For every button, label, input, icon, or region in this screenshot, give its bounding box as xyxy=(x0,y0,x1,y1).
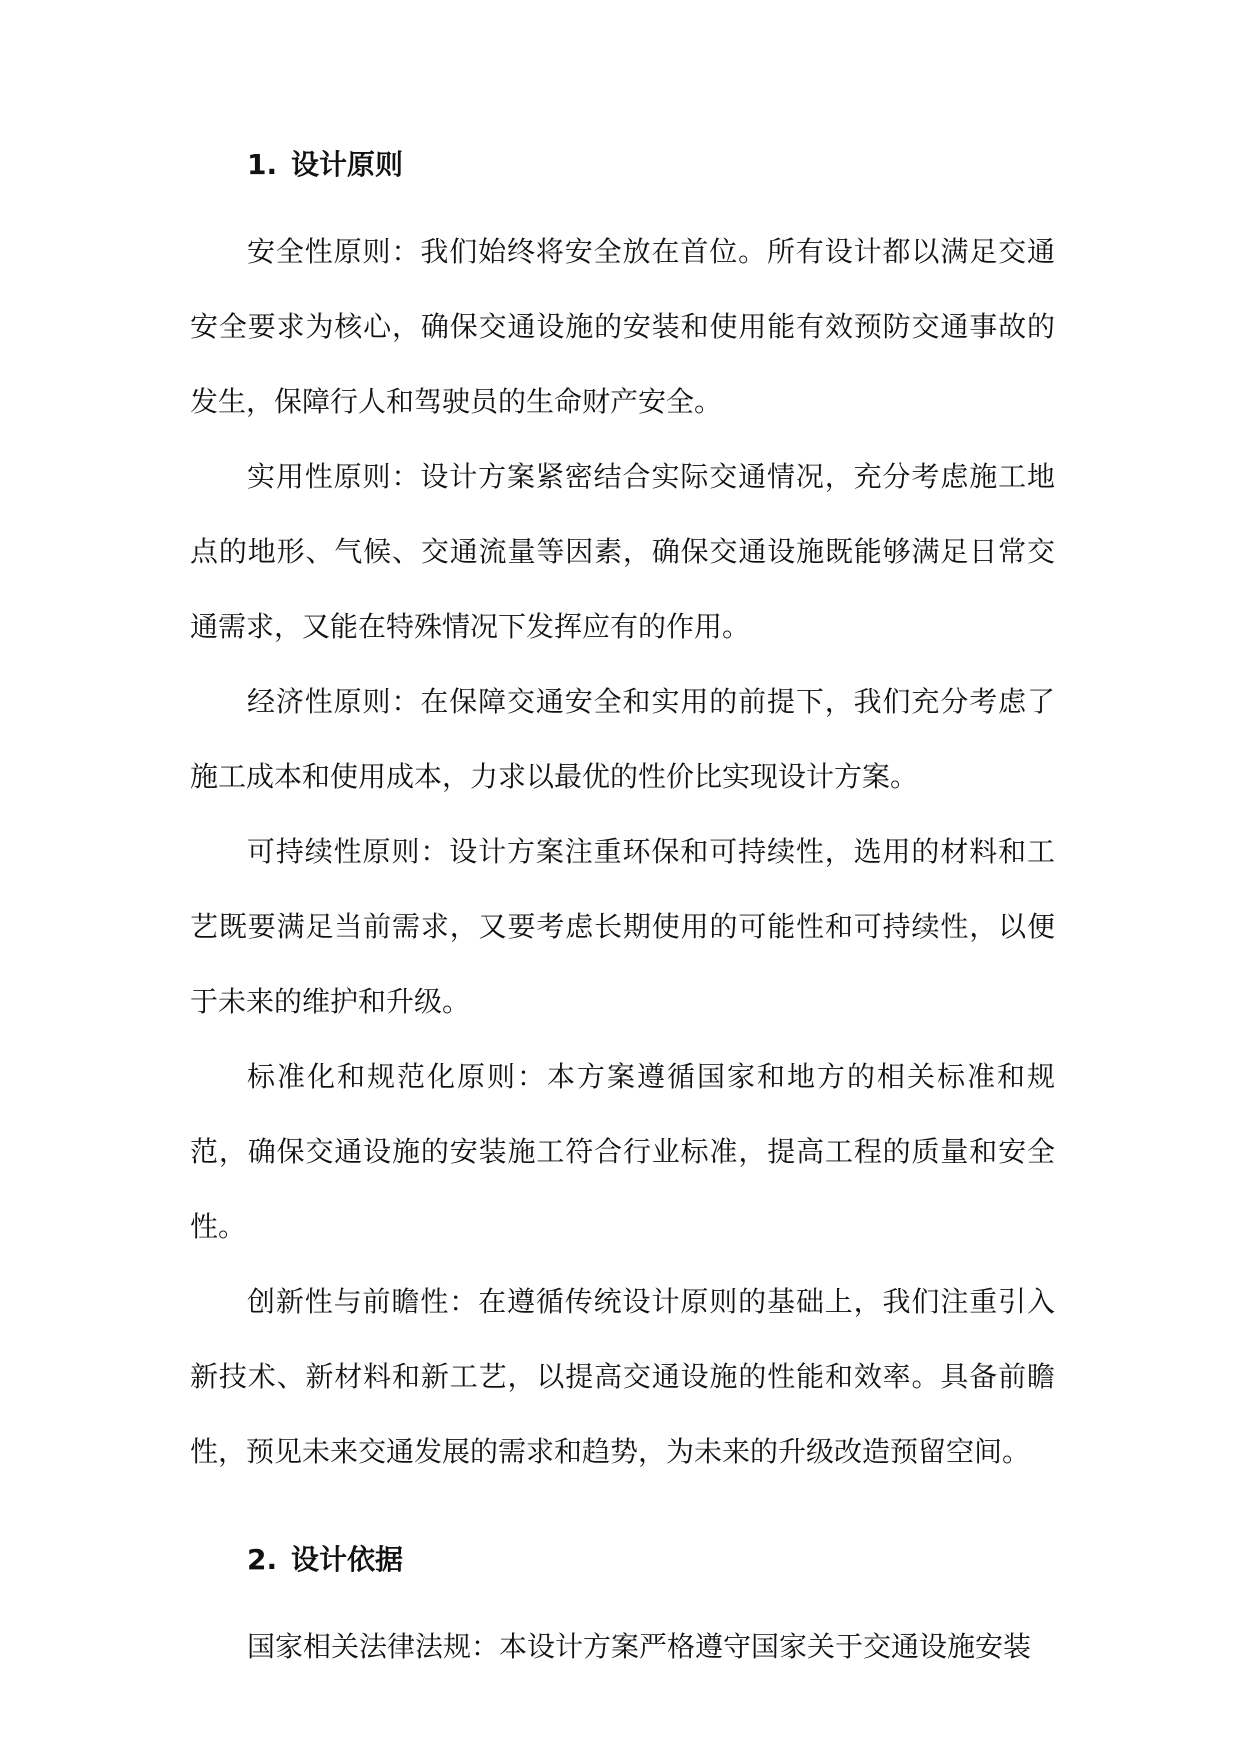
section-heading-2 xyxy=(190,1535,1055,1585)
paragraph-economy-principle: 经济性原则：在保障交通安全和实用的前提下，我们充分考虑了施工成本和使用成本，力求以最优的性价比实现设计方案。 xyxy=(190,685,1055,793)
paragraph-standardization-principle: 标准化和规范化原则：本方案遵循国家和地方的相关标准和规范，确保交通设施的安装施工符合行业标准，提高工程的质量和安全性。 xyxy=(190,1060,1055,1243)
document-body xyxy=(190,140,1055,1684)
paragraph-safety-principle: 安全性原则：我们始终将安全放在首位。所有设计都以满足交通安全要求为核心，确保交通设施的安装和使用能有效预防交通事故的发生，保障行人和驾驶员的生命财产安全。 xyxy=(190,235,1055,418)
section-title: 设计原则 xyxy=(291,148,404,181)
paragraph-innovation-principle: 创新性与前瞻性：在遵循传统设计原则的基础上，我们注重引入新技术、新材料和新工艺，以提高交通设施的性能和效率。具备前瞻性，预见未来交通发展的需求和趋势，为未来的升级改造预留空间。 xyxy=(190,1285,1055,1468)
section-heading-1 xyxy=(190,140,1055,190)
section-number: 2. xyxy=(247,1543,278,1576)
section-number: 1. xyxy=(247,148,278,181)
paragraph-laws-regulations: 国家相关法律法规：本设计方案严格遵守国家关于交通设施安装 xyxy=(247,1630,1032,1663)
paragraph-sustainability-principle: 可持续性原则：设计方案注重环保和可持续性，选用的材料和工艺既要满足当前需求，又要考虑长期使用的可能性和可持续性，以便于未来的维护和升级。 xyxy=(190,835,1055,1018)
section-title: 设计依据 xyxy=(291,1543,404,1576)
paragraph-practicality-principle: 实用性原则：设计方案紧密结合实际交通情况，充分考虑施工地点的地形、气候、交通流量等因素，确保交通设施既能够满足日常交通需求，又能在特殊情况下发挥应有的作用。 xyxy=(190,460,1055,643)
